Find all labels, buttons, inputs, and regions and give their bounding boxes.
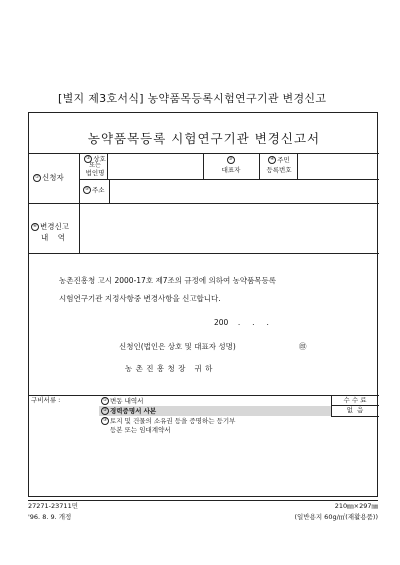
seal-mark: ㊞ bbox=[299, 342, 307, 351]
change-details-field[interactable] bbox=[80, 204, 378, 252]
trade-name-num: ② bbox=[86, 156, 91, 161]
rule-rep bbox=[203, 153, 204, 179]
attachment-item: ③ 토지 및 건물의 소유권 등을 증명하는 등기부 bbox=[102, 417, 236, 425]
footer-code: 27271-23711민 bbox=[28, 502, 78, 510]
attachment-item: 등본 또는 임대계약서 bbox=[110, 426, 171, 434]
declaration-line-2: 시험연구기관 지정사항중 변경사항을 신고합니다. bbox=[59, 294, 221, 303]
change-num: ⑥ bbox=[32, 224, 38, 229]
attachment-item: ① 변동 내역서 bbox=[102, 397, 144, 405]
addressee: 농 촌 진 흥 청 장 귀 하 bbox=[125, 364, 213, 373]
form-title: 농약품목등록 시험연구기관 변경신고서 bbox=[87, 131, 321, 146]
rule-above-attachments bbox=[29, 395, 379, 396]
rep-num: ③ bbox=[228, 157, 233, 162]
attachment-item: ② 경력증명서 사본 bbox=[99, 406, 331, 416]
footer-revision: '96. 8. 9. 개정 bbox=[28, 513, 72, 521]
footer-rule bbox=[28, 500, 378, 501]
address-num: ⑤ bbox=[84, 187, 90, 192]
form-frame bbox=[28, 112, 378, 497]
rep-label: ③ 대표자 bbox=[221, 157, 241, 174]
fee-label: 수 수 료 bbox=[343, 396, 367, 404]
applicant-num: ① bbox=[34, 175, 40, 180]
trade-name-field[interactable] bbox=[108, 154, 202, 178]
fee-value: 없 음 bbox=[346, 406, 364, 414]
address-label: ⑤ 주소 bbox=[84, 186, 105, 194]
rrn-label: ④ 주민 등록번호 bbox=[266, 156, 292, 174]
date-line: 200 . . . bbox=[214, 318, 269, 327]
declaration-line-1: 농촌진흥청 고시 2000-17호 제7조의 규정에 의하여 농약품목등록 bbox=[59, 276, 277, 285]
trade-name-label: ② 상호 또는 법인명 bbox=[85, 155, 106, 177]
signer-line: 신청인(법인은 상호 및 대표자 성명) bbox=[119, 342, 236, 351]
rule-below-change bbox=[29, 253, 379, 254]
attachments-label: 구비서류 : bbox=[31, 396, 61, 404]
rrn-field[interactable] bbox=[298, 154, 378, 178]
applicant-label: ① 신청자 bbox=[34, 173, 64, 182]
footer-size: 210㎜×297㎜ bbox=[334, 502, 378, 510]
address-field[interactable] bbox=[110, 180, 378, 202]
footer-paper: (일반용지 60g/㎡(재활용품)) bbox=[294, 513, 378, 521]
rrn-num: ④ bbox=[270, 157, 275, 162]
rule-rrn bbox=[259, 153, 260, 179]
rule-fee-bottom bbox=[331, 416, 379, 417]
form-caption: [별지 제3호서식] 농약품목등록시험연구기관 변경신고 bbox=[58, 92, 327, 105]
change-label: ⑥ 변경신고 내 역 bbox=[32, 222, 69, 242]
